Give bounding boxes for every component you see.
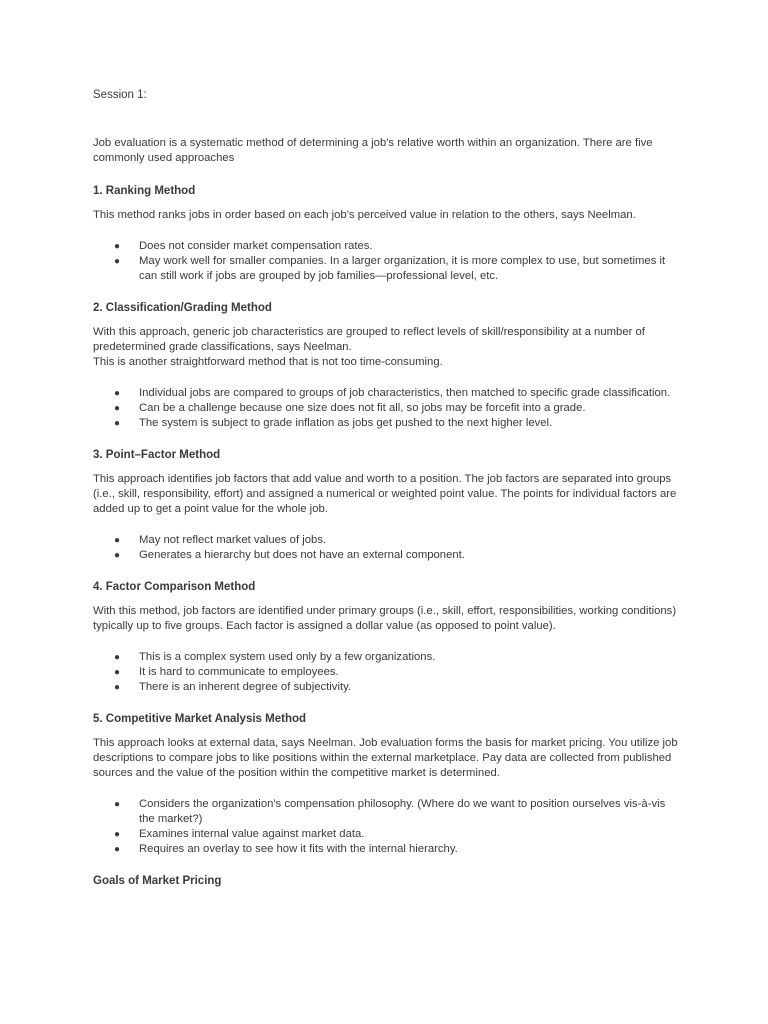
list-item [93, 401, 683, 416]
list-item-text: Individual jobs are compared to groups of job characteristics, then matched to specific grade classification. [139, 387, 671, 399]
list-item-text: Generates a hierarchy but does not have an external component. [139, 549, 465, 561]
list-item-text: Examines internal value against market data. [139, 828, 365, 840]
list-item [93, 650, 683, 665]
bullet-icon: ● [114, 388, 121, 399]
list-item-text: This is a complex system used only by a few organizations. [139, 651, 436, 663]
section-paragraph [93, 736, 683, 781]
section-5 [93, 712, 683, 857]
list-item [93, 386, 683, 401]
section-paragraph [93, 325, 683, 370]
intro-paragraph: Job evaluation is a systematic method of determining a job's relative worth within an organization. There are five commonly used approaches [93, 137, 653, 164]
bullet-icon: ● [114, 682, 121, 693]
bullet-list [93, 797, 683, 857]
list-item-text: May work well for smaller companies. In a larger organization, it is more complex to use, but sometimes it can still work if jobs are grouped by job families—professional level, etc. [139, 255, 666, 282]
list-item-text: There is an inherent degree of subjectivity. [139, 681, 352, 693]
list-item-text: Can be a challenge because one size does not fit all, so jobs may be forcefit into a grade. [139, 402, 586, 414]
section-2 [93, 301, 683, 431]
bullet-list [93, 386, 683, 431]
bullet-icon: ● [114, 256, 121, 267]
list-item [93, 533, 683, 548]
list-item [93, 239, 683, 254]
section-heading: 1. Ranking Method [93, 185, 196, 197]
list-item [93, 797, 683, 827]
section-3 [93, 448, 683, 563]
list-item-text: The system is subject to grade inflation as jobs get pushed to the next higher level. [139, 417, 553, 429]
bullet-list [93, 239, 683, 284]
bullet-icon: ● [114, 829, 121, 840]
bullet-icon: ● [114, 403, 121, 414]
section-paragraph [93, 604, 683, 634]
section-heading: 3. Point–Factor Method [93, 449, 221, 461]
sections-container [93, 184, 683, 857]
paragraph-line: This is another straightforward method that is not too time-consuming. [93, 356, 443, 368]
bullet-list [93, 533, 683, 563]
bullet-icon: ● [114, 418, 121, 429]
list-item-text: May not reflect market values of jobs. [139, 534, 327, 546]
paragraph-line: With this method, job factors are identified under primary groups (i.e., skill, effort, responsibilities, working conditions) typically up to five groups. Each factor is assigned a dollar value (as opposed to point value). [93, 605, 677, 632]
list-item [93, 665, 683, 680]
list-item [93, 680, 683, 695]
list-item [93, 827, 683, 842]
bullet-icon: ● [114, 844, 121, 855]
bullet-icon: ● [114, 652, 121, 663]
section-4 [93, 580, 683, 695]
paragraph-line: This approach identifies job factors that add value and worth to a position. The job factors are separated into groups (i.e., skill, responsibility, effort) and assigned a numerical or weighted point value. The points for individual factors are added up to get a point value for the whole job. [93, 473, 677, 515]
closing-heading: Goals of Market Pricing [93, 875, 222, 887]
bullet-list [93, 650, 683, 695]
bullet-icon: ● [114, 667, 121, 678]
bullet-icon: ● [114, 535, 121, 546]
bullet-icon: ● [114, 241, 121, 252]
section-paragraph [93, 472, 683, 517]
bullet-icon: ● [114, 550, 121, 561]
section-heading: 2. Classification/Grading Method [93, 302, 272, 314]
paragraph-line: With this approach, generic job characteristics are grouped to reflect levels of skill/responsibility at a number of predetermined grade classifications, says Neelman. [93, 326, 645, 353]
paragraph-line: This approach looks at external data, says Neelman. Job evaluation forms the basis for market pricing. You utilize job descriptions to compare jobs to like positions within the external marketplace. Pay data are collected from published sources and the value of the position within the competitive market is determined. [93, 737, 678, 779]
section-heading: 4. Factor Comparison Method [93, 581, 256, 593]
section-heading: 5. Competitive Market Analysis Method [93, 713, 307, 725]
section-paragraph [93, 208, 683, 223]
list-item [93, 416, 683, 431]
session-title: Session 1: [93, 89, 147, 101]
list-item [93, 254, 683, 284]
section-1 [93, 184, 683, 284]
list-item-text: Considers the organization's compensation philosophy. (Where do we want to position ourselves vis-à-vis the market?) [139, 798, 666, 825]
document-page [93, 88, 683, 901]
bullet-icon: ● [114, 799, 121, 810]
paragraph-line: This method ranks jobs in order based on each job's perceived value in relation to the others, says Neelman. [93, 209, 636, 221]
list-item [93, 548, 683, 563]
list-item-text: It is hard to communicate to employees. [139, 666, 339, 678]
list-item-text: Requires an overlay to see how it fits with the internal hierarchy. [139, 843, 458, 855]
list-item [93, 842, 683, 857]
list-item-text: Does not consider market compensation rates. [139, 240, 373, 252]
